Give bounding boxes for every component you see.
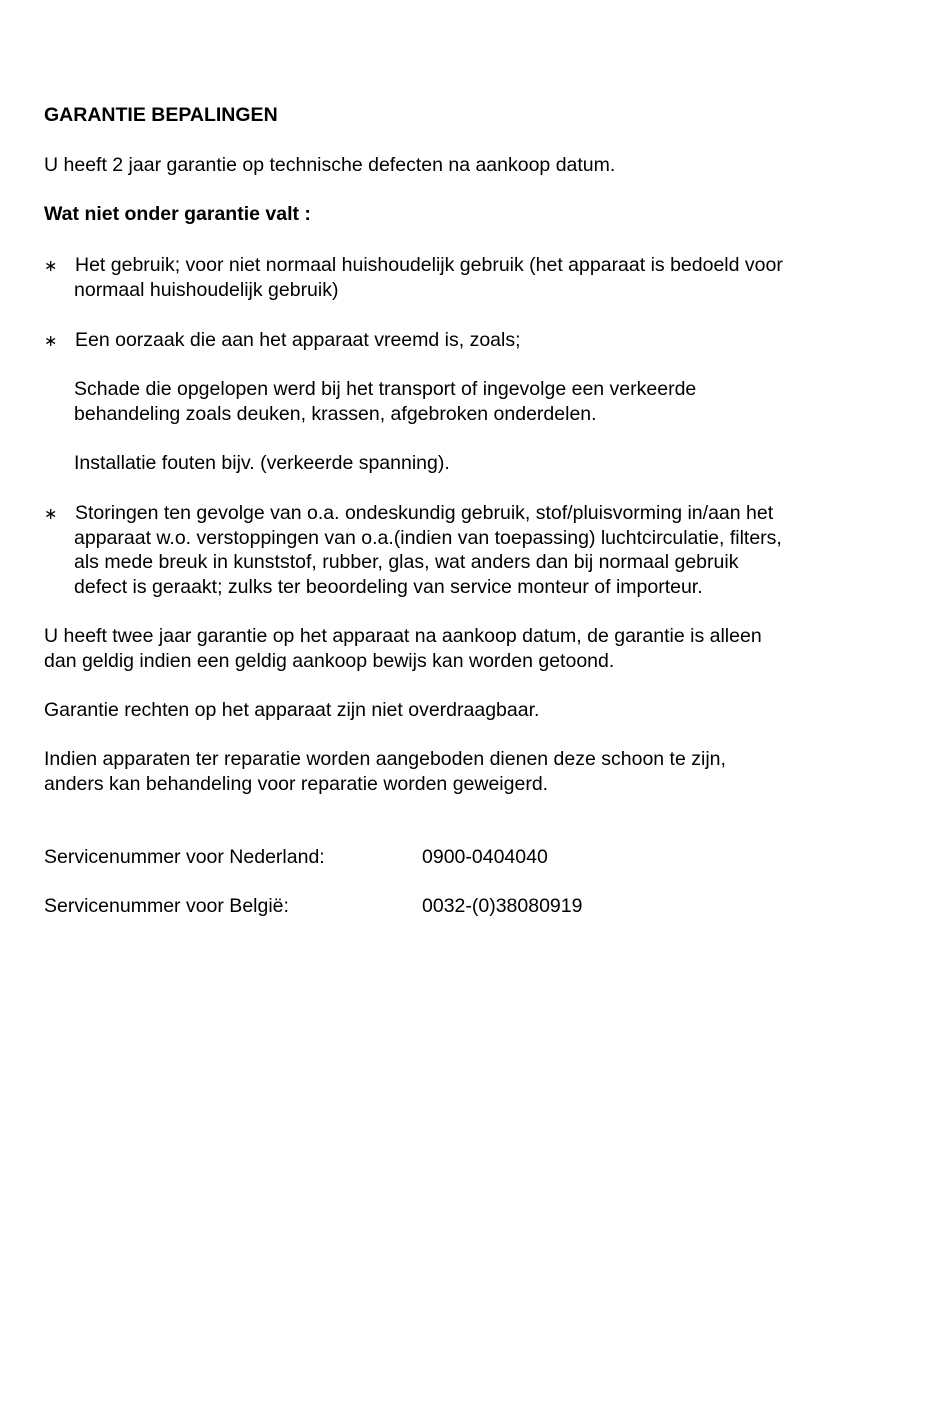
exclusion-item-text bbox=[75, 253, 783, 302]
text-line: Garantie rechten op het apparaat zijn niet overdraagbaar. bbox=[44, 699, 540, 721]
text-line: als mede breuk in kunststof, rubber, glas, wat anders dan bij normaal gebruik bbox=[74, 551, 739, 573]
exclusion-sub-paragraph bbox=[74, 451, 450, 476]
service-number-value: 0032-(0)38080919 bbox=[422, 895, 583, 917]
bullet-icon: ∗ bbox=[44, 258, 58, 275]
warranty-paragraph bbox=[44, 624, 874, 673]
bullet-icon: ∗ bbox=[44, 506, 58, 523]
service-number-value: 0900-0404040 bbox=[422, 846, 548, 868]
text-line: apparaat w.o. verstoppingen van o.a.(indien van toepassing) luchtcirculatie, filters, bbox=[74, 526, 782, 549]
text-line: dan geldig indien een geldig aankoop bewijs kan worden getoond. bbox=[44, 649, 615, 672]
text-line: Een oorzaak die aan het apparaat vreemd is, zoals; bbox=[75, 329, 521, 351]
text-line: defect is geraakt; zulks ter beoordeling van service monteur of importeur. bbox=[74, 575, 703, 598]
intro-paragraph: U heeft 2 jaar garantie op technische defecten na aankoop datum. bbox=[44, 154, 616, 176]
warranty-paragraph bbox=[44, 747, 874, 796]
text-line: U heeft twee jaar garantie op het apparaat na aankoop datum, de garantie is alleen bbox=[44, 625, 762, 647]
exclusion-item-text bbox=[75, 501, 782, 599]
exclusion-sub-paragraph bbox=[74, 377, 696, 426]
text-line: Storingen ten gevolge van o.a. ondeskundig gebruik, stof/pluisvorming in/aan het bbox=[75, 502, 774, 524]
warranty-paragraph bbox=[44, 698, 874, 723]
document-title: GARANTIE BEPALINGEN bbox=[44, 104, 278, 126]
text-line: Schade die opgelopen werd bij het transport of ingevolge een verkeerde bbox=[74, 378, 697, 400]
service-number-label: Servicenummer voor Nederland: bbox=[44, 846, 325, 868]
text-line: Het gebruik; voor niet normaal huishoudelijk gebruik (het apparaat is bedoeld voor bbox=[75, 254, 783, 276]
exclusions-heading: Wat niet onder garantie valt : bbox=[44, 203, 311, 225]
exclusion-item-text bbox=[75, 328, 521, 353]
text-line: normaal huishoudelijk gebruik) bbox=[74, 278, 339, 301]
bullet-icon: ∗ bbox=[44, 333, 58, 350]
text-line: Indien apparaten ter reparatie worden aangeboden dienen deze schoon te zijn, bbox=[44, 748, 726, 770]
service-number-label: Servicenummer voor België: bbox=[44, 895, 289, 917]
text-line: Installatie fouten bijv. (verkeerde spanning). bbox=[74, 452, 450, 474]
text-line: anders kan behandeling voor reparatie worden geweigerd. bbox=[44, 772, 549, 795]
text-line: behandeling zoals deuken, krassen, afgebroken onderdelen. bbox=[74, 402, 597, 425]
